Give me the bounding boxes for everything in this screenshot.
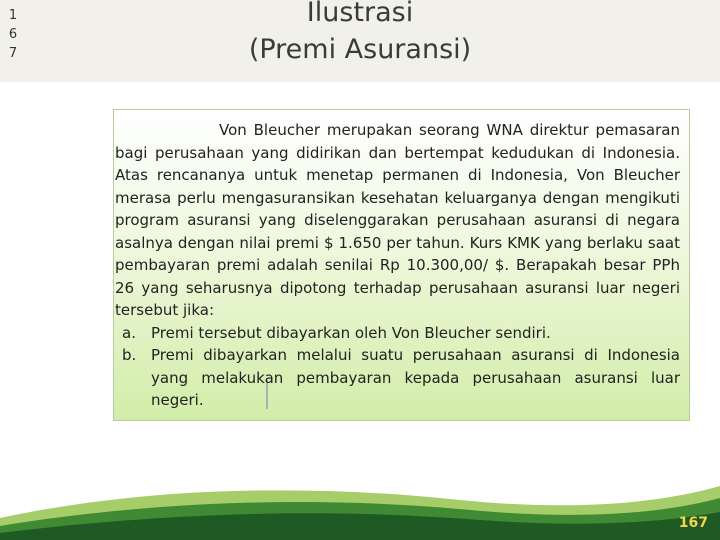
title-line-1: Ilustrasi — [306, 0, 414, 28]
title-line-2: (Premi Asuransi) — [248, 34, 472, 65]
list-marker: b. — [122, 346, 137, 364]
body-text — [115, 119, 680, 412]
page-number: 167 — [678, 515, 708, 531]
list-item-text: Premi dibayarkan melalui suatu perusahaan asuransi di Indonesia yang melakukan pembayaran kepada perusahaan asuransi luar negeri. — [151, 346, 680, 409]
problem-paragraph: Von Bleucher merupakan seorang WNA direktur pemasaran bagi perusahaan yang didirikan dan bertempat kedudukan di Indonesia. Atas rencananya untuk menetap permanen di Indonesia, Von Bleucher merasa perlu mengasuransikan kesehatan keluarganya dengan mengikuti program asuransi yang diselenggarakan perusahaan asuransi di negara asalnya dengan nilai premi $ 1.650 per tahun. Kurs KMK yang berlaku saat pembayaran premi adalah senilai Rp 10.300,00/ $. Berapakah besar PPh 26 yang seharusnya dipotong terhadap perusahaan asuransi luar negeri tersebut jika: — [115, 121, 680, 319]
list-marker: a. — [122, 323, 136, 342]
slide-title — [170, 0, 550, 68]
list-item-text: Premi tersebut dibayarkan oleh Von Bleucher sendiri. — [151, 323, 551, 342]
vertical-slide-number: 1 6 7 — [8, 8, 18, 61]
list-item — [115, 344, 680, 412]
footer-wave — [0, 478, 720, 540]
list-item — [115, 322, 680, 345]
